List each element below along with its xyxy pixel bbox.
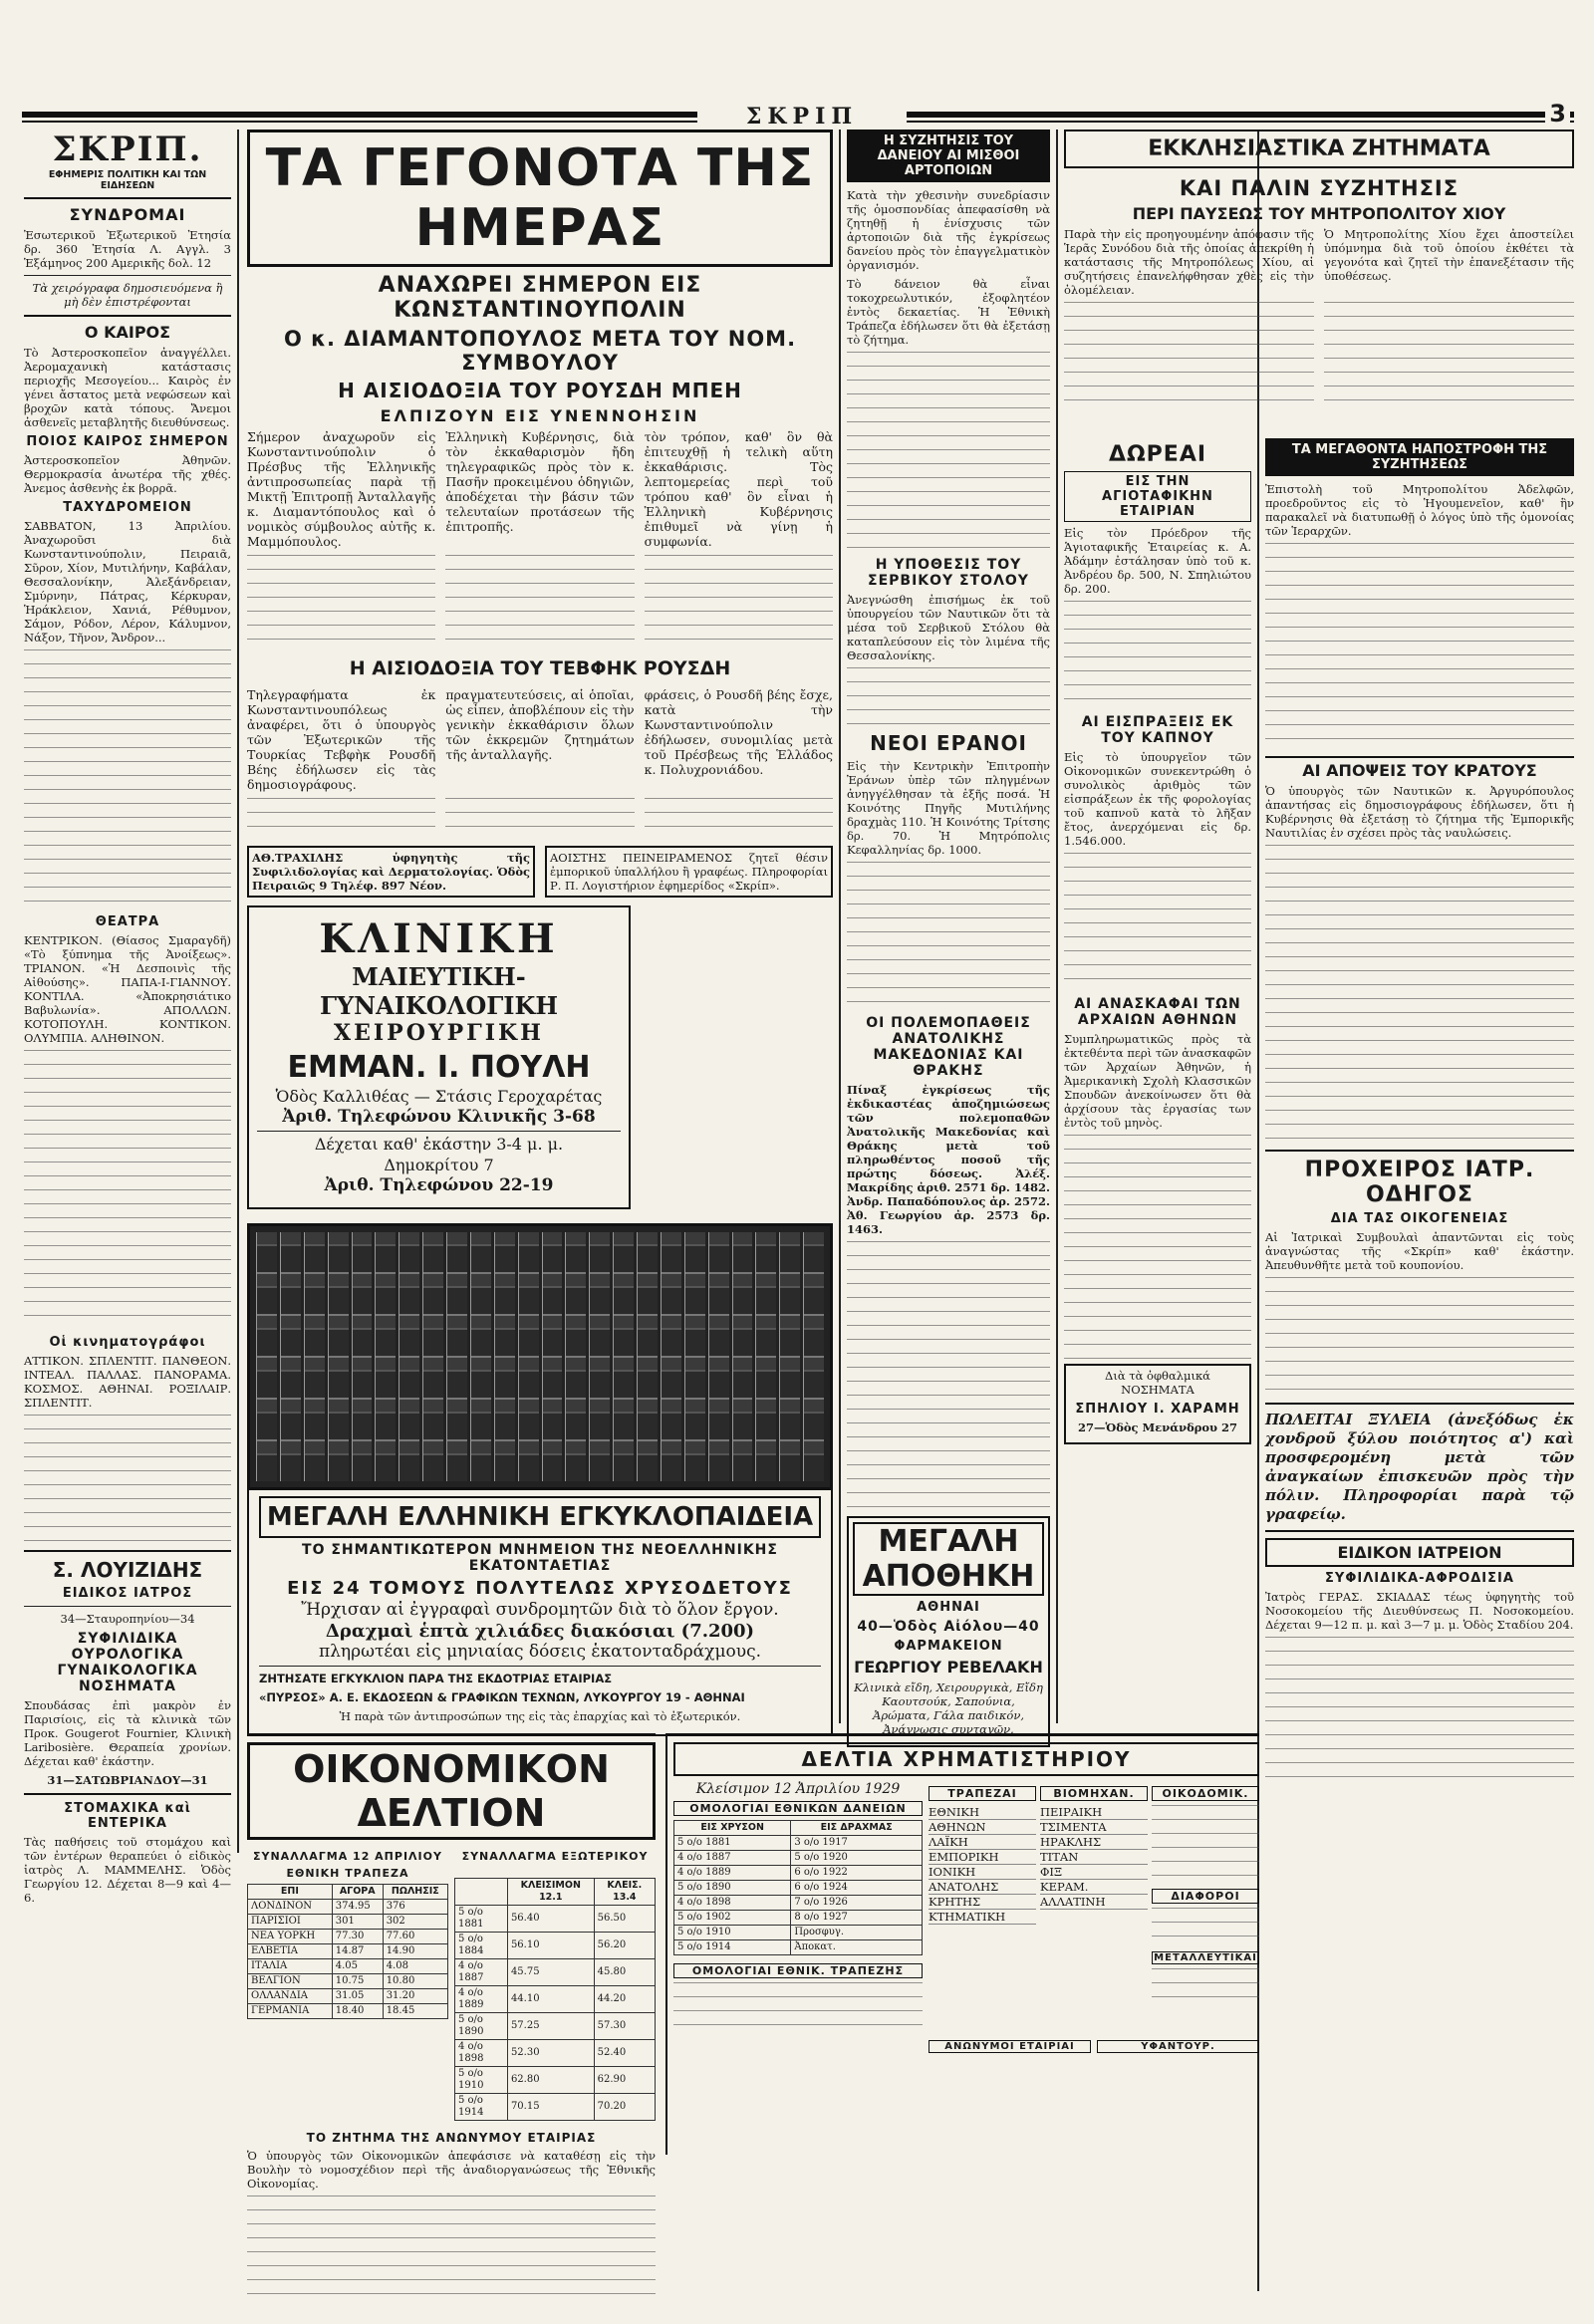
optician-name: ΣΠΗΛΙΟΥ Ι. ΧΑΡΑΜΗ xyxy=(1075,1402,1240,1417)
table-cell: 302 xyxy=(383,1915,447,1930)
banks-title: ΤΡΑΠΕΖΑΙ xyxy=(929,1786,1036,1801)
war-victims-text: Πίναξ ἐγκρίσεως τῆς ἐκδικαστέας ἀποζημιώσεως τῶν πολεμοπαθῶν Ἀνατολικῆς Μακεδονίας καὶ Θράκης μετὰ τοῦ πληρωθέντος ποσοῦ τῆς πρώτης δόσεως. Ἀλέξ. Μακρίδης ἀριθ. 2571 δρ. 1482. Ἀνδρ. Παπαδόπουλος ἀρ. 2572. Ἀθ. Γεωργίου ἀρ. 2573 δρ. 1463. xyxy=(847,1083,1050,1236)
table-cell: 4 ο/ο 1898 xyxy=(455,2040,508,2067)
warehouse-text: Κλινικὰ εἴδη, Χειρουργικὰ, Εἴδη Καουτσούκ, Σαπούνια, Ἀρώματα, Γάλα παιδικόν, Ἀνάγνωσις συνταγῶν. xyxy=(854,1680,1043,1736)
foreign-table-title: ΣΥΝΑΛΛΑΓΜΑ ΕΞΩΤΕΡΙΚΟΥ xyxy=(461,1850,649,1863)
donations-sub: ΕΙΣ ΤΗΝ ΑΓΙΟΤΑΦΙΚΗΝ ΕΤΑΙΡΙΑΝ xyxy=(1064,471,1251,522)
table-cell: 5 ο/ο 1910 xyxy=(455,2067,508,2094)
table-cell: ΕΛΒΕΤΙΑ xyxy=(248,1944,333,1959)
med-guide-text: Αἱ Ἰατρικαὶ Συμβουλαὶ ἀπαντῶνται εἰς τοὺς ἀναγνώστας τῆς «Σκρίπ» καθ' ἑκάστην. Ἀπευθυνθῆτε μετὰ τοῦ κουπονίου. xyxy=(1265,1230,1574,1272)
list-item: ΠΕΙΡΑΙΚΗ xyxy=(1040,1805,1148,1820)
running-head: ΣΚΡΙΠ xyxy=(697,104,907,129)
table-cell: 5 ο/ο 1902 xyxy=(674,1911,791,1926)
paper-tagline: ΕΦΗΜΕΡΙΣ ΠΟΛΙΤΙΚΗ ΚΑΙ ΤΩΝ ΕΙΔΗΣΕΩΝ xyxy=(48,169,207,191)
fx-row xyxy=(248,1959,448,1974)
column-main xyxy=(247,129,833,1723)
clinic-ad xyxy=(247,905,631,1209)
ency-publisher: «ΠΥΡΣΟΣ» Α. Ε. ΕΚΔΟΣΕΩΝ & ΓΡΑΦΙΚΩΝ ΤΕΧΝΩΝ, ΛΥΚΟΥΡΓΟΥ 19 - ΑΘΗΝΑΙ xyxy=(259,1690,745,1704)
column-5 xyxy=(1265,438,1574,2221)
doctor-address: 34—Σταυροπηνίου—34 xyxy=(60,1612,195,1626)
table-cell: 44.10 xyxy=(507,1986,594,2013)
story1-col-b: Ἑλληνικὴ Κυβέρνησις, διὰ τὸν ἐκκαθαρισμὸν ἤδη τηλεγραφικῶς πρὸς τὸν κ. Πασῆν προκειμένου ὁδηγιῶν, ἀποδέχεται τὴν βάσιν τῶν τελευταίων προτάσεων τῆς ἐπιτροπῆς. xyxy=(445,429,635,534)
table-cell: 8 ο/ο 1927 xyxy=(791,1911,923,1926)
table-cell: Ἀποκατ. xyxy=(791,1940,923,1955)
foreign-row xyxy=(455,2067,656,2094)
table-cell: 70.15 xyxy=(507,2094,594,2121)
table-cell: ΛΟΝΔΙΝΟΝ xyxy=(248,1900,333,1915)
optician-address: 27—Ὁδὸς Μενάνδρου 27 xyxy=(1077,1420,1238,1434)
list-item: ΑΘΗΝΩΝ xyxy=(929,1820,1036,1835)
fx-row xyxy=(248,1930,448,1944)
table-cell: 374.95 xyxy=(332,1900,383,1915)
fx-row xyxy=(248,2004,448,2019)
table-cell: 5 ο/ο 1881 xyxy=(455,1906,508,1933)
theater-title: ΘΕΑΤΡΑ xyxy=(95,914,160,929)
column5-headline-2: ΑΙ ΑΠΟΨΕΙΣ ΤΟΥ ΚΡΑΤΟΥΣ xyxy=(1265,756,1574,780)
foreign-row xyxy=(455,2013,656,2040)
subscriptions-title: ΣΥΝΔΡΟΜΑΙ xyxy=(69,205,186,224)
table-cell: 52.40 xyxy=(594,2040,655,2067)
clinic-addr2: Δημοκρίτου 7 xyxy=(384,1156,494,1174)
warehouse-ad xyxy=(847,1516,1050,1747)
various-title: ΔΙΑΦΟΡΟΙ xyxy=(1152,1889,1259,1904)
list-item: ΕΘΝΙΚΗ xyxy=(929,1805,1036,1820)
tobacco-title: ΑΙ ΕΙΣΠΡΑΞΕΙΣ ΕΚ ΤΟΥ ΚΑΠΝΟΥ xyxy=(1081,714,1234,746)
story1-col-a: Σήμερον ἀναχωροῦν εἰς Κωνσταντινούπολιν ὁ Πρέσβυς τῆς Ἑλληνικῆς ἀντιπροσωπείας παρὰ τῇ Μικτῇ Ἐπιτροπῇ Ἀνταλλαγῆς κ. Διαμαντόπουλος καὶ ὁ νομικὸς σύμβουλος αὐτῆς κ. Μαμμόπουλος. xyxy=(247,429,436,549)
clinic-title: ΚΛΙΝΙΚΗ xyxy=(319,915,559,962)
table-cell: 5 ο/ο 1890 xyxy=(674,1881,791,1896)
table-cell: 5 ο/ο 1914 xyxy=(674,1940,791,1955)
list-item: ΑΝΑΤΟΛΗΣ xyxy=(929,1880,1036,1895)
optician-ad xyxy=(1064,1364,1251,1444)
table-cell: ΝΕΑ ΥΟΡΚΗ xyxy=(248,1930,333,1944)
lumber-sale-ad: ΠΩΛΕΙΤΑΙ ΞΥΛΕΙΑ (ἀνεξόδως ἐκ χονδροῦ ξύλου ποιότητος α') καὶ προσφερομένη μετὰ τῶν ἀναγκαίων ἐπισκευῶν πρὸς τὴν πόλιν. Πληροφορίαι παρὰ τῷ γραφείῳ. xyxy=(1265,1411,1574,1523)
encyclopedia-ad xyxy=(247,1490,833,1736)
table-cell: 57.25 xyxy=(507,2013,594,2040)
exchange-banner: ΔΕΛΤΙΑ ΧΡΗΜΑΤΙΣΤΗΡΙΟΥ xyxy=(673,1742,1259,1776)
table-cell: 57.30 xyxy=(594,2013,655,2040)
table-cell: 4 ο/ο 1887 xyxy=(455,1959,508,1986)
transport-title: ΑΝΩΝΥΜΟΙ ΕΤΑΙΡΙΑΙ xyxy=(929,2040,1091,2053)
table-cell: 44.20 xyxy=(594,1986,655,2013)
loan-row xyxy=(674,1926,923,1940)
table-cell: 4.05 xyxy=(332,1959,383,1974)
exchange-section xyxy=(665,1733,1259,2155)
loan-row xyxy=(674,1940,923,1955)
ency-sub1: ΤΟ ΣΗΜΑΝΤΙΚΩΤΕΡΟΝ ΜΝΗΜΕΙΟΝ ΤΗΣ ΝΕΟΕΛΛΗΝΙΚΗΣ ΕΚΑΤΟΝΤΑΕΤΙΑΣ xyxy=(302,1542,778,1574)
church-text-2: Ὁ Μητροπολίτης Χίου ἔχει ἀποστείλει ὑπόμνημα διὰ τοῦ ὁποίου ἐκθέτει τὰ γεγονότα καὶ ζητεῖ τὴν ἐπανεξέτασιν τῆς ὑποθέσεως. xyxy=(1324,227,1574,283)
table-cell: ΒΕΛΓΙΟΝ xyxy=(248,1974,333,1989)
paper-name: ΣΚΡΙΠ. xyxy=(52,129,203,169)
ad2-title: ΣΤΟΜΑΧΙΚΑ καὶ ΕΝΤΕΡΙΚΑ xyxy=(64,1801,191,1831)
ency-line1: Ἤρχισαν αἱ ἐγγραφαὶ συνδρομητῶν διὰ τὸ ὅλον ἔργον. xyxy=(301,1600,779,1620)
weather-text: Τὸ Ἀστεροσκοπεῖον ἀναγγέλλει. Ἀερομαχανικὴ κατάστασις περιοχῆς Μεσογείου... Καιρὸς ἐν γένει ἄστατος μετὰ νεφώσεων καὶ βροχῶν κατὰ τόπους. Ἄνεμοι ἀσθενεῖς μεταβλητῆς διευθύνσεως. xyxy=(24,346,231,429)
clinic-sub2: ΧΕΙΡΟΥΡΓΙΚΗ xyxy=(334,1020,544,1046)
table-cell: 56.40 xyxy=(507,1906,594,1933)
finance-section xyxy=(247,1733,656,2274)
story2-col-c: φράσεις, ὁ Ρουσδῆ βέης ἔσχε, κατὰ τὴν Κωνσταντινούπολιν ἐδήλωσεν, συνομιλίας μετὰ τοῦ Πρέσβεως τῆς Ἑλλάδος κ. Πολυχρονιάδου. xyxy=(644,687,833,777)
list-item: ΛΑΪΚΗ xyxy=(929,1835,1036,1850)
story2-col-b: πραγματευτεύσεις, αἱ ὁποῖαι, ὡς εἶπεν, ἀποβλέπουν εἰς τὴν γενικὴν ἐκκαθάρισιν ὅλων τῶν ἐκκρεμῶν ζητημάτων τῆς ἀνταλλαγῆς. xyxy=(445,687,635,762)
tram-title: ΥΦΑΝΤΟΥΡ. xyxy=(1097,2040,1259,2053)
story1-col-c: τὸν τρόπον, καθ' ὃν θὰ ἐπιτευχθῇ ἡ τελικὴ αὕτη ἐκκαθάρισις. Τὸς λεπτομερείας περὶ τοῦ τρόπου καθ' ὃν εἶναι ἡ Ἑλληνικὴ Κυβέρνησις ἐπιθυμεῖ νὰ γίνῃ ἡ συμφωνία. xyxy=(644,429,833,549)
table-cell: 10.80 xyxy=(383,1974,447,1989)
finance-notice-text: Ὁ ὑπουργὸς τῶν Οἰκονομικῶν ἀπεφάσισε νὰ καταθέσῃ εἰς τὴν Βουλὴν τὸ νομοσχέδιον περὶ τῆς ἀναδιοργανώσεως τῆς Ἐθνικῆς Οἰκονομίας. xyxy=(247,2149,656,2191)
list-item: ΑΛΛΑΤΙΝΗ xyxy=(1040,1895,1148,1910)
doctor-specialty: ΣΥΦΙΛΙΔΙΚΑ ΟΥΡΟΛΟΓΙΚΑ ΓΥΝΑΙΚΟΛΟΓΙΚΑ ΝΟΣΗΜΑΤΑ xyxy=(57,1631,198,1694)
table-cell: 56.10 xyxy=(507,1933,594,1959)
table-header-cell: ΕΠΙ xyxy=(248,1885,333,1900)
table-cell: 31.20 xyxy=(383,1989,447,2004)
banks-list xyxy=(929,1805,1036,1925)
returns-notice: Τὰ χειρόγραφα δημοσιευόμενα ἢ μὴ δὲν ἐπιστρέφονται xyxy=(32,281,223,309)
loan-row xyxy=(674,1896,923,1911)
loan-row xyxy=(674,1836,923,1851)
fx-table-title: ΣΥΝΑΛΛΑΓΜΑ 12 ΑΠΡΙΛΙΟΥ xyxy=(253,1850,442,1863)
fx-table-sub: ΕΘΝΙΚΗ ΤΡΑΠΕΖΑ xyxy=(286,1867,409,1880)
table-cell: 4 ο/ο 1887 xyxy=(674,1851,791,1866)
donations-headline: ΝΕΟΙ ΕΡΑΝΟΙ xyxy=(870,731,1027,755)
loans-title: ΟΜΟΛΟΓΙΑΙ ΕΘΝΙΚΩΝ ΔΑΝΕΙΩΝ xyxy=(673,1801,923,1816)
table-header-cell: ΕΙΣ ΔΡΑΧΜΑΣ xyxy=(791,1821,923,1836)
table-header-cell: ΚΛΕΙΣΙΜΟΝ 12.1 xyxy=(507,1879,594,1906)
doctor-text: Σπουδάσας ἐπὶ μακρὸν ἐν Παρισίοις, εἰς τὰ κλινικὰ τῶν Προκ. Gougerot Fournier, Κλινικὴ Laribosière. Θεραπεία χρονίων. Δέχεται καθ' ἑκάστην. xyxy=(24,1698,231,1768)
list-item: ΤΙΤΑΝ xyxy=(1040,1850,1148,1865)
foreign-row xyxy=(455,2040,656,2067)
table-cell: 5 ο/ο 1910 xyxy=(674,1926,791,1940)
warehouse-city: ΑΘΗΝΑΙ xyxy=(917,1600,980,1615)
table-cell: 14.90 xyxy=(383,1944,447,1959)
clinic-name: ΕΜΜΑΝ. Ι. ΠΟΥΛΗ xyxy=(287,1050,591,1085)
derm-clinic-sub: ΣΥΦΙΛΙΔΙΚΑ-ΑΦΡΟΔΙΣΙΑ xyxy=(1325,1571,1514,1586)
classified-1: ΑΘ.ΤΡΑΧΙΛΗΣ ὑφηγητὴς τῆς Συφιλιδολογίας καὶ Δερματολογίας. Ὁδὸς Πειραιῶς 9 Τηλέφ. 897 Νέον. xyxy=(247,846,535,898)
ad2-text: Τὰς παθήσεις τοῦ στομάχου καὶ τῶν ἐντέρων θεραπεύει ὁ εἰδικὸς ἰατρὸς Λ. ΜΑΜΜΕΛΗΣ. Ὁδὸς Γεωργίου 12. Δέχεται 8—9 καὶ 4—6. xyxy=(24,1835,231,1905)
table-cell: 18.45 xyxy=(383,2004,447,2019)
table-cell: 5 ο/ο 1914 xyxy=(455,2094,508,2121)
ency-line2: Δραχμαὶ ἑπτὰ χιλιάδες διακόσιαι (7.200) xyxy=(325,1621,755,1642)
clinic-phone2: Ἀριθ. Τηλεφώνου 22-19 xyxy=(324,1175,554,1195)
subscriptions-text: Ἐσωτερικοῦ Ἐξωτερικοῦ Ἐτησία δρ. 360 Ἐτησία Λ. Αγγλ. 3 Ἑξάμηνος 200 Αμερικῆς δολ. 12 xyxy=(24,228,231,270)
headline-2: Ο κ. ΔΙΑΜΑΝΤΟΠΟΥΛΟΣ ΜΕΤΑ ΤΟΥ ΝΟΜ. ΣΥΜΒΟΥΛΟΥ xyxy=(283,327,797,375)
tobacco-text: Εἰς τὸ ὑπουργεῖον τῶν Οἰκονομικῶν συνεκεντρώθη ὁ συνολικὸς ἀριθμὸς τῶν εἰσπράξεων ἐκ τῆς φορολογίας τοῦ καπνοῦ κατὰ τὸ λῆξαν ἔτος, ἀνερχόμεναι εἰς δρ. 1.546.000. xyxy=(1064,750,1251,848)
list-item: ΙΟΝΙΚΗ xyxy=(929,1865,1036,1880)
table-cell: 301 xyxy=(332,1915,383,1930)
loan-row xyxy=(674,1851,923,1866)
list-item: ΚΕΡΑΜ. xyxy=(1040,1880,1148,1895)
list-item: ΕΜΠΟΡΙΚΗ xyxy=(929,1850,1036,1865)
table-cell: 31.05 xyxy=(332,1989,383,2004)
finance-notice-title: ΤΟ ΖΗΤΗΜΑ ΤΗΣ ΑΝΩΝΥΜΟΥ ΕΤΑΙΡΙΑΣ xyxy=(306,2131,597,2145)
med-guide-title: ΠΡΟΧΕΙΡΟΣ ΙΑΤΡ. ΟΔΗΓΟΣ xyxy=(1304,1158,1535,1207)
table-cell: 4 ο/ο 1898 xyxy=(674,1896,791,1911)
church-banner: ΕΚΚΛΗΣΙΑΣΤΙΚΑ ΖΗΤΗΜΑΤΑ xyxy=(1064,129,1574,168)
foreign-row xyxy=(455,1959,656,1986)
table-cell: 5 ο/ο 1884 xyxy=(455,1933,508,1959)
table-cell: 4 ο/ο 1889 xyxy=(674,1866,791,1881)
loan-text-1: Κατὰ τὴν χθεσινὴν συνεδρίασιν τῆς ὁμοσπονδίας ἀπεφασίσθη νὰ ζητηθῇ ἡ ἐνίσχυσις τῶν ἀρτοποιῶν διὰ τῆς ἐγκρίσεως δανείου πρὸς τὸν ἐπαγγελματικὸν ὀργανισμόν. xyxy=(847,188,1050,272)
fx-row xyxy=(248,1974,448,1989)
list-item: ΦΙΞ xyxy=(1040,1865,1148,1880)
table-cell: ΟΛΛΑΝΔΙΑ xyxy=(248,1989,333,2004)
table-cell: 62.80 xyxy=(507,2067,594,2094)
column5-text-1: Ἐπιστολὴ τοῦ Μητροπολίτου Ἀδελφῶν, προεδροῦντος εἰς τὸ Ἡγουμενεῖον, καθ' ἣν παρακαλεῖ νὰ διατυπωθῇ ὁ λόγος ὑπὸ τῆς ὁμονοίας τῶν Ἱεραρχῶν. xyxy=(1265,482,1574,538)
cinema-text: ΑΤΤΙΚΟΝ. ΣΠΛΕΝΤΙΤ. ΠΑΝΘΕΟΝ. ΙΝΤΕΑΛ. ΠΑΛΛΑΣ. ΠΑΝΟΡΑΜΑ. ΚΟΣΜΟΣ. ΑΘΗΝΑΙ. ΡΟΞΙΛΑΙΡ. ΣΠΛΕΝΤΙΤ. xyxy=(24,1354,231,1410)
weather2-text: Ἀστεροσκοπεῖον Ἀθηνῶν. Θερμοκρασία ἀνωτέρα τῆς χθές. Ἀνεμος ἀσθενὴς ἐκ βορρᾶ. xyxy=(24,453,231,495)
clinic-street: Ὁδὸς Καλλιθέας — Στάσις Γεροχαρέτας xyxy=(275,1087,603,1106)
table-cell: 52.30 xyxy=(507,2040,594,2067)
foreign-row xyxy=(455,1933,656,1959)
column-rule xyxy=(839,129,841,1723)
table-cell: 5 ο/ο 1920 xyxy=(791,1851,923,1866)
table-header-cell: ΑΓΟΡΑ xyxy=(332,1885,383,1900)
news-banner: ΤΑ ΓΕΓΟΝΟΤΑ ΤΗΣ ΗΜΕΡΑΣ xyxy=(247,129,833,267)
church-section xyxy=(1064,129,1574,428)
table-cell: ΠΑΡΙΣΙΟΙ xyxy=(248,1915,333,1930)
list-item: ΗΡΑΚΛΗΣ xyxy=(1040,1835,1148,1850)
classified-2: ΑΟΙΣΤΗΣ ΠΕΙΝΕΙΡΑΜΕΝΟΣ ζητεῖ θέσιν ἐμπορικοῦ ὑπαλλήλου ἢ γραφέως. Πληροφορίαι Ρ. Π. Λογιστήριον ἐφημερίδος «Σκρίπ». xyxy=(545,846,833,898)
post-title: ΤΑΧΥΔΡΟΜΕΙΟΝ xyxy=(63,500,192,515)
warehouse-address: 40—Ὁδὸς Αἰόλου—40 xyxy=(857,1619,1040,1635)
foreign-table xyxy=(454,1878,656,2121)
headline-3: Η ΑΙΣΙΟΔΟΞΙΑ ΤΟΥ ΡΟΥΣΔΗ ΜΠΕΗ xyxy=(338,379,742,402)
table-cell: 56.50 xyxy=(594,1906,655,1933)
optician-head: Διὰ τὰ ὀφθαλμικά ΝΟΣΗΜΑΤΑ xyxy=(1105,1369,1210,1397)
table-cell: 18.40 xyxy=(332,2004,383,2019)
table-cell: 6 ο/ο 1922 xyxy=(791,1866,923,1881)
table-cell: 77.30 xyxy=(332,1930,383,1944)
column-left xyxy=(24,129,231,2301)
table-cell: ΙΤΑΛΙΑ xyxy=(248,1959,333,1974)
foreign-row xyxy=(455,1906,656,1933)
clinic-hours: Δέχεται καθ' ἑκάστην 3-4 μ. μ. xyxy=(314,1135,564,1154)
industry-list xyxy=(1040,1805,1148,1910)
excavation-title: ΑΙ ΑΝΑΣΚΑΦΑΙ ΤΩΝ ΑΡΧΑΙΩΝ ΑΘΗΝΩΝ xyxy=(1074,996,1241,1028)
table-cell: 4.08 xyxy=(383,1959,447,1974)
table-cell: 10.75 xyxy=(332,1974,383,1989)
table-cell: 56.20 xyxy=(594,1933,655,1959)
ency-foot: Ἡ παρὰ τῶν ἀντιπροσώπων της εἰς τὰς ἐπαρχίας καὶ τὸ ἐξωτερικόν. xyxy=(339,1709,741,1723)
loan-row xyxy=(674,1866,923,1881)
column5-headline-1: ΤΑ ΜΕΓΑΘΟΝΤΑ ΗΑΠΟΣΤΡΟΦΗ ΤΗΣ ΣΥΖΗΤΗΣΕΩΣ xyxy=(1265,438,1574,476)
loan-row xyxy=(674,1911,923,1926)
table-cell: 70.20 xyxy=(594,2094,655,2121)
fx-row xyxy=(248,1915,448,1930)
table-cell: 45.80 xyxy=(594,1959,655,1986)
table-cell: 62.90 xyxy=(594,2067,655,2094)
exchange-date: Κλείσιμον 12 Ἀπριλίου 1929 xyxy=(695,1781,901,1797)
table-cell: 5 ο/ο 1890 xyxy=(455,2013,508,2040)
warehouse-title: ΜΕΓΑΛΗ ΑΠΟΘΗΚΗ xyxy=(853,1522,1044,1596)
industry-title: ΒΙΟΜΗΧΑΝ. xyxy=(1040,1786,1148,1801)
loan-row xyxy=(674,1881,923,1896)
donations-list: Εἰς τὸν Πρόεδρον τῆς Ἁγιοταφικῆς Ἑταιρείας κ. Α. Ἀδάμην ἐστάλησαν ὑπὸ τοῦ κ. Ἀνδρέου δρ. 500, Ν. Σπηλιώτου δρ. 200. xyxy=(1064,526,1251,596)
encyclopedia-volumes-image xyxy=(247,1223,833,1490)
donations-text: Εἰς τὴν Κεντρικὴν Ἐπιτροπὴν Ἐράνων ὑπὲρ τῶν πληγμένων ἀνηγγέλθησαν τὰ ἑξῆς ποσά. Ἡ Κοινότης Πηγῆς Μυτιλήνης δραχμὰς 110. Ἡ Κοινότης Τρίτσης δρ. 70. Ἡ Μητρόπολις Κεφαλληνίας δρ. 1000. xyxy=(847,759,1050,857)
war-victims-headline: ΟΙ ΠΟΛΕΜΟΠΑΘΕΙΣ ΑΝΑΤΟΛΙΚΗΣ ΜΑΚΕΔΟΝΙΑΣ ΚΑΙ ΘΡΑΚΗΣ xyxy=(866,1015,1031,1079)
headline-4: ΕΛΠΙΖΟΥΝ ΕΙΣ ΥΝΕΝΝΟΗΣΙΝ xyxy=(380,406,700,425)
headline-5: Η ΑΙΣΙΟΔΟΞΙΑ ΤΟΥ ΤΕΒΦΗΚ ΡΟΥΣΔΗ xyxy=(349,657,731,679)
ency-title: ΜΕΓΑΛΗ ΕΛΛΗΝΙΚΗ ΕΓΚΥΚΛΟΠΑΙΔΕΙΑ xyxy=(259,1496,821,1538)
list-item: ΤΣΙΜΕΝΤΑ xyxy=(1040,1820,1148,1835)
table-header-cell: ΚΛΕΙΣ. 13.4 xyxy=(594,1879,655,1906)
donations-title: ΔΩΡΕΑΙ xyxy=(1108,442,1207,467)
column-rule xyxy=(237,129,239,1853)
derm-clinic-text: Ἰατρὸς ΓΕΡΑΣ. ΣΚΙΑΔΑΣ τέως ὑφηγητὴς τοῦ Νοσοκομείου τῆς Διευθύνσεως Π. Νοσοκομείου. Δέχεται 9—12 π. μ. καὶ 3—7 μ. μ. Ὁδὸς Σταδίου 204. xyxy=(1265,1590,1574,1632)
excavation-text: Συμπληρωματικῶς πρὸς τὰ ἐκτεθέντα περὶ τῶν ἀνασκαφῶν τῶν Ἀρχαίων Ἀθηνῶν, ἡ Ἀμερικανικὴ Σχολὴ Κλασσικῶν Σπουδῶν ἀνεκοίνωσεν ὅτι θὰ ἀρχίσουν τὰς ἐργασίας των ἐντὸς τοῦ μηνὸς. xyxy=(1064,1032,1251,1130)
doctor-role: ΕΙΔΙΚΟΣ ΙΑΤΡΟΣ xyxy=(62,1586,193,1601)
table-cell: ΓΕΡΜΑΝΙΑ xyxy=(248,2004,333,2019)
headline-1: ΑΝΑΧΩΡΕΙ ΣΗΜΕΡΟΝ ΕΙΣ ΚΩΝΣΤΑΝΤΙΝΟΥΠΟΛΙΝ xyxy=(378,273,702,323)
church-headline-2: ΚΑΙ ΠΑΛΙΝ ΣΥΖΗΤΗΣΙΣ xyxy=(1179,176,1460,200)
ency-ask: ΖΗΤΗΣΑΤΕ ΕΓΚΥΚΛΙΟΝ ΠΑΡΑ ΤΗΣ ΕΚΔΟΤΡΙΑΣ ΕΤΑΙΡΙΑΣ xyxy=(259,1672,613,1685)
clinic-phone: Ἀριθ. Τηλεφώνου Κλινικῆς 3-68 xyxy=(282,1107,596,1127)
theater-text: ΚΕΝΤΡΙΚΟΝ. (Θίασος Σμαραγδῆ) «Τὸ ξύπνημα τῆς Ἀνοίξεως». ΤΡΙΑΝΟΝ. «Ἡ Δεσποινὶς τῆς Αἰθούσης». ΠΑΠΑ-Ι-ΓΙΑΝΝΟΥ. ΚΟΝΤΙΛΑ. «Ἀποκρησιάτικο Βαβυλωνία». ΑΠΟΛΛΩΝ. ΚΟΤΟΠΟΥΛΗ. ΚΟΝΤΙΚΟΝ. ΟΛΥΜΠΙΑ. ΑΛΗΘΙΝΟΝ. xyxy=(24,933,231,1045)
loan-text-2: Τὸ δάνειον θὰ εἶναι τοκοχρεωλυτικόν, ἐξοφλητέον ἐντὸς δεκαετίας. Ἡ Ἐθνικὴ Τράπεζα ἐδήλωσεν ὅτι θὰ ἐξετάσῃ τὸ ζήτημα. xyxy=(847,277,1050,347)
foreign-row xyxy=(455,2094,656,2121)
table-cell: Προσφυγ. xyxy=(791,1926,923,1940)
fx-row xyxy=(248,1944,448,1959)
table-cell: 6 ο/ο 1924 xyxy=(791,1881,923,1896)
fleet-text: Ἀνεγνώσθη ἐπισήμως ἐκ τοῦ ὑπουργείου τῶν Ναυτικῶν ὅτι τὰ μέσα τοῦ Σερβικοῦ Στόλου θὰ καταπλεύσουν εἰς τὸν λιμένα τῆς Θεσσαλονίκης. xyxy=(847,593,1050,662)
cinema-title: Οἱ κινηματογράφοι xyxy=(49,1335,206,1350)
weather-title: Ο ΚΑΙΡΟΣ xyxy=(84,323,171,342)
table-cell: 4 ο/ο 1889 xyxy=(455,1986,508,2013)
list-item: ΚΤΗΜΑΤΙΚΗ xyxy=(929,1910,1036,1925)
mining-title: ΜΕΤΑΛΛΕΥΤΙΚΑΙ xyxy=(1152,1951,1259,1964)
fleet-headline: Η ΥΠΟΘΕΣΙΣ ΤΟΥ ΣΕΡΒΙΚΟΥ ΣΤΟΛΟΥ xyxy=(868,557,1029,589)
table-cell: 45.75 xyxy=(507,1959,594,1986)
finance-banner: ΟΙΚΟΝΟΜΙΚΟΝ ΔΕΛΤΙΟΝ xyxy=(247,1742,656,1840)
table-cell: 376 xyxy=(383,1900,447,1915)
table-cell: 7 ο/ο 1926 xyxy=(791,1896,923,1911)
fx-row xyxy=(248,1900,448,1915)
table-cell: 5 ο/ο 1881 xyxy=(674,1836,791,1851)
housing-title: ΟΙΚΟΔΟΜΙΚ. xyxy=(1152,1786,1259,1801)
table-header-cell xyxy=(455,1879,508,1906)
table-cell: 77.60 xyxy=(383,1930,447,1944)
loans-table xyxy=(673,1820,923,1955)
warehouse-owner: ΓΕΩΡΓΙΟΥ ΡΕΒΕΛΑΚΗ xyxy=(854,1658,1043,1677)
fx-table xyxy=(247,1884,448,2019)
fx-row xyxy=(248,1989,448,2004)
column5-text-2: Ὁ ὑπουργὸς τῶν Ναυτικῶν κ. Ἀργυρόπουλος ἀπαντήσας εἰς δημοσιογράφους ἐδήλωσεν, ὅτι ἡ Κυβέρνησις θὰ ἐξετάσῃ τὸ ζήτημα τῆς Ἐμπορικῆς Ναυτιλίας ἐν σχέσει πρὸς τὰς ναυλώσεις. xyxy=(1265,784,1574,840)
church-text-1: Παρὰ τὴν εἰς προηγουμένην ἀπόφασιν τῆς Ἱερᾶς Συνόδου διὰ τῆς ὁποίας ἀπεκρίθη ἡ κατάστασις τῆς Μητροπόλεως Χίου, αἱ συζητήσεις ἐπανελήφθησαν χθὲς εἰς τὴν ὁλομέλειαν. xyxy=(1064,227,1314,297)
doctor-name: Σ. ΛΟΥΙΖΙΔΗΣ xyxy=(52,1558,203,1582)
column-rule xyxy=(1056,129,1058,1723)
list-item: ΚΡΗΤΗΣ xyxy=(929,1895,1036,1910)
ency-sub2: ΕΙΣ 24 ΤΟΜΟΥΣ ΠΟΛΥΤΕΛΩΣ ΧΡΥΣΟΔΕΤΟΥΣ xyxy=(287,1578,793,1599)
post-text: ΣΑΒΒΑΤΟΝ, 13 Ἀπριλίου. Ἀναχωροῦσι διὰ Κωνσταντινούπολιν, Πειραιᾶ, Σῦρον, Χίον, Μυτιλήνην, Καβάλαν, Θεσσαλονίκην, Ἀλεξάνδρειαν, Σμύρνην, Πάτρας, Κέρκυραν, Ἡράκλειον, Χανιά, Ρέθυμνον, Σάμον, Ρόδον, Λέρον, Κάλυμνον, Νάξον, Τῆνον, Ἄνδρον... xyxy=(24,519,231,645)
derm-clinic-title: ΕΙΔΙΚΟΝ ΙΑΤΡΕΙΟΝ xyxy=(1265,1538,1574,1567)
loan-headline: Η ΣΥΖΗΤΗΣΙΣ ΤΟΥ ΔΑΝΕΙΟΥ ΑΙ ΜΙΣΘΟΙ ΑΡΤΟΠΟΙΩΝ xyxy=(847,129,1050,182)
table-cell: 14.87 xyxy=(332,1944,383,1959)
church-headline-3: ΠΕΡΙ ΠΑΥΣΕΩΣ ΤΟΥ ΜΗΤΡΟΠΟΛΙΤΟΥ ΧΙΟΥ xyxy=(1132,204,1506,223)
bonds-title: ΟΜΟΛΟΓΙΑΙ ΕΘΝΙΚ. ΤΡΑΠΕΖΗΣ xyxy=(673,1963,923,1978)
table-header-cell: ΕΙΣ ΧΡΥΣΟΝ xyxy=(674,1821,791,1836)
column-4-lower xyxy=(1064,438,1251,1723)
story2-col-a: Τηλεγραφήματα ἐκ Κωνσταντινουπόλεως ἀναφέρει, ὅτι ὁ ὑπουργὸς τῶν Ἐξωτερικῶν τῆς Τουρκίας Τεβφὴκ Ρουσδῆ Βέης ἐδήλωσεν εἰς τὰς δημοσιογράφους. xyxy=(247,687,436,792)
ency-line3: πληρωτέαι εἰς μηνιαίας δόσεις ἑκατονταδράχμους. xyxy=(318,1642,762,1662)
clinic-sub: ΜΑΙΕΥΤΙΚΗ-ΓΥΝΑΙΚΟΛΟΓΙΚΗ xyxy=(319,962,559,1020)
med-guide-sub: ΔΙΑ ΤΑΣ ΟΙΚΟΓΕΝΕΙΑΣ xyxy=(1330,1211,1509,1226)
warehouse-sub: ΦΑΡΜΑΚΕΙΟΝ xyxy=(894,1639,1003,1654)
table-cell: 3 ο/ο 1917 xyxy=(791,1836,923,1851)
column-3 xyxy=(847,129,1050,1736)
page-number: 3 xyxy=(1545,100,1570,128)
weather2-title: ΠΟΙΟΣ ΚΑΙΡΟΣ ΣΗΜΕΡΟΝ xyxy=(26,434,229,449)
doctor-address2: 31—ΣΑΤΩΒΡΙΑΝΔΟΥ—31 xyxy=(47,1773,208,1787)
table-header-cell: ΠΩΛΗΣΙΣ xyxy=(383,1885,447,1900)
foreign-row xyxy=(455,1986,656,2013)
